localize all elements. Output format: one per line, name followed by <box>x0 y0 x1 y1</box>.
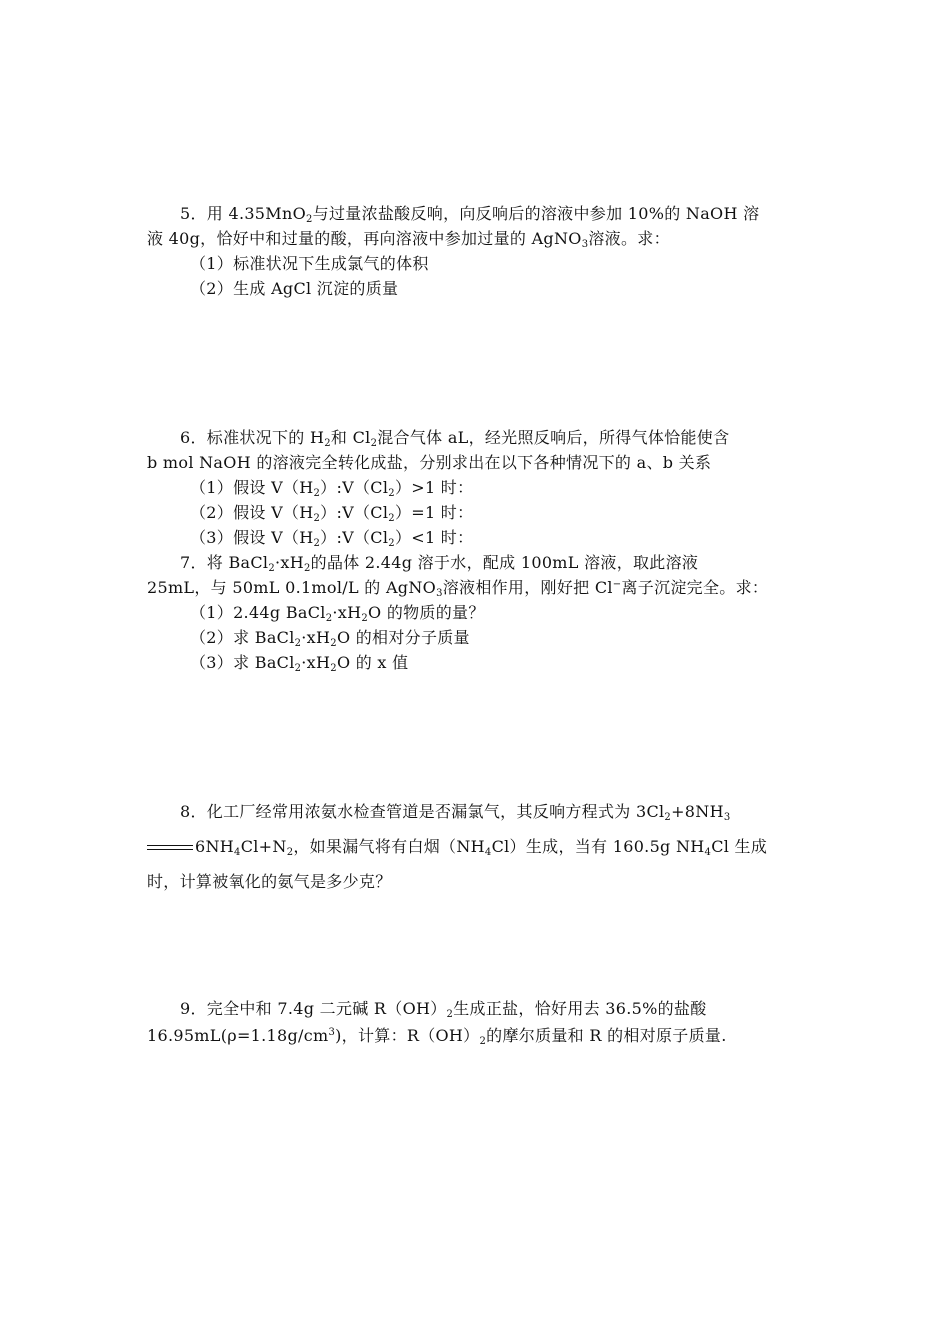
q8-line-3: 时，计算被氧化的氨气是多少克？ <box>147 872 392 891</box>
q5-sub-1: （1）标准状况下生成氯气的体积 <box>190 254 429 273</box>
q6-line-2: b mol NaOH 的溶液完全转化成盐，分别求出在以下各种情况下的 a、b 关系 <box>147 453 712 472</box>
q9-line-2: $16.95mL(\rho=1.18g/cm^3)$，计算：$R(OH)_2$的摩尔质量和 R 的相对原子质量. <box>147 1026 727 1047</box>
q6-sub-2: （2）假设 $V(H_2):V(Cl_2)=1$ 时： <box>190 503 474 524</box>
q5-line-2: 液 40g，恰好中和过量的酸，再向溶液中参加过量的 AgNO$_3$溶液。求： <box>147 229 670 250</box>
q8-line-1: 8．化工厂经常用浓氨水检查管道是否漏氯气，其反响方程式为 $3Cl_2+8NH_3$ <box>180 802 731 823</box>
q6-sub-3: （3）假设 $V(H_2):V(Cl_2)<1$ 时： <box>190 528 474 549</box>
q5-sub-2: （2）生成 AgCl 沉淀的质量 <box>190 279 399 298</box>
q7-line-1: 7．将 $BaCl_2\cdot xH_2$的晶体 2.44g 溶于水，配成 100mL 溶液，取此溶液 <box>180 553 699 574</box>
equation-double-bar <box>147 845 193 850</box>
q9-line-1: 9．完全中和 7.4g 二元碱 $R(OH)_2$生成正盐，恰好用去 36.5%的盐酸 <box>180 999 707 1020</box>
q7-sub-3: （3）求 $BaCl_2\cdot xH_2O$ 的 x 值 <box>190 653 409 674</box>
q7-sub-1: （1）2.44g $BaCl_2\cdot xH_2O$ 的物质的量？ <box>190 603 485 624</box>
q7-sub-2: （2）求 $BaCl_2\cdot xH_2O$ 的相对分子质量 <box>190 628 470 649</box>
q5-line-1: 5．用 4.35MnO$_2$与过量浓盐酸反响，向反响后的溶液中参加 10%的 NaOH 溶 <box>180 204 760 225</box>
q6-sub-1: （1）假设 $V(H_2):V(Cl_2)>1$ 时： <box>190 478 474 499</box>
q8-line-2: $6NH_4Cl+N_2$，如果漏气将有白烟$(NH_4Cl)$生成，当有 160.5g $NH_4Cl$ 生成 <box>147 835 767 859</box>
q7-line-2: 25mL，与 50mL 0.1mol/L 的 AgNO$_3$溶液相作用，刚好把 Cl−离子沉淀完全。求： <box>147 578 769 599</box>
q6-line-1: 6．标准状况下的 $H_2$和 $Cl_2$混合气体 aL，经光照反响后，所得气体恰能使含 <box>180 428 730 449</box>
